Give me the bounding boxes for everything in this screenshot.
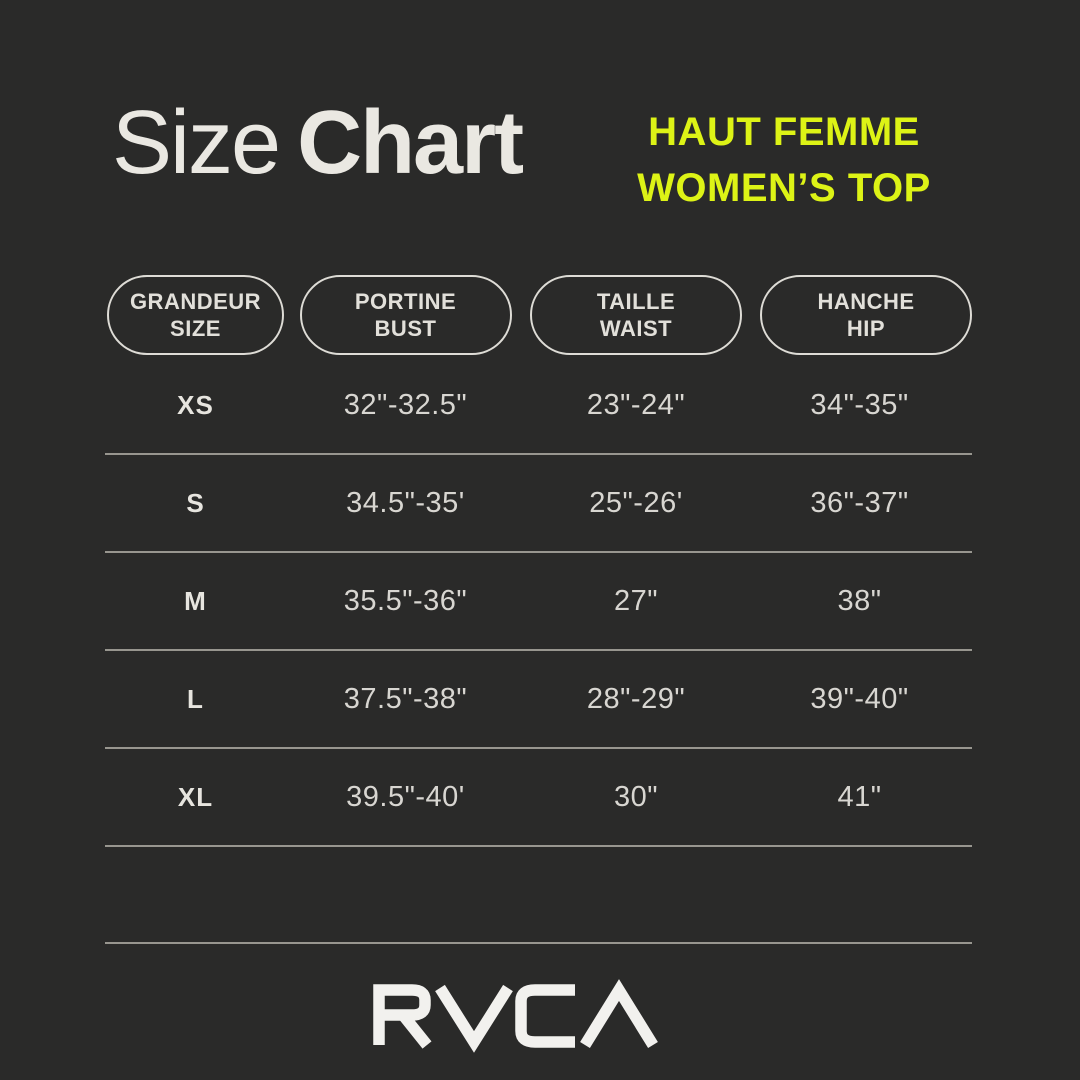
page-title [112,93,523,193]
waist-cell: 25"-26' [589,486,683,519]
hip-cell: 39"-40" [810,682,909,715]
hip-cell: 36"-37" [810,486,909,519]
rvca-logo [372,984,655,1045]
size-cell: L [187,683,204,714]
size-cell: S [186,487,205,518]
bust-cell: 39.5"-40' [346,780,465,813]
page-title-regular: Size [112,93,280,193]
size-cell: XS [177,389,214,420]
column-header-bust [300,275,512,355]
rvca-logo-icon [372,984,655,1045]
header-label: GRANDEUR [129,289,262,314]
header-label: HANCHE [817,289,915,314]
subtitle-line-english: WOMEN’S TOP [637,166,931,210]
header-label: TAILLE [596,289,676,314]
size-cell: M [184,585,207,616]
table-row [105,651,972,749]
hip-cell: 34"-35" [810,388,909,421]
size-table [105,357,972,944]
subtitle-line-french: HAUT FEMME [648,110,920,154]
header-label: PORTINE [354,289,457,314]
hip-cell: 38" [837,584,882,617]
column-header-size [107,275,284,355]
hip-cell: 41" [837,780,882,813]
bust-cell: 32"-32.5" [343,388,468,421]
bust-cell: 37.5"-38" [343,682,468,715]
subtitle [606,104,962,216]
table-spacer-row [105,847,972,944]
header-label: WAIST [599,316,673,341]
header-label: HIP [846,316,886,341]
size-cell: XL [177,781,214,812]
header-label: SIZE [170,316,221,341]
header-label: BUST [374,316,437,341]
table-row [105,553,972,651]
bust-cell: 34.5"-35' [346,486,465,519]
column-header-hip [760,275,972,355]
waist-cell: 23"-24" [586,388,686,421]
bust-cell: 35.5"-36" [343,584,468,617]
column-headers [105,275,972,355]
table-row [105,455,972,553]
page-title-bold: Chart [297,93,523,193]
table-row [105,357,972,455]
table-row [105,749,972,847]
waist-cell: 27" [613,584,659,617]
column-header-waist [530,275,742,355]
waist-cell: 30" [613,780,659,813]
waist-cell: 28"-29" [586,682,686,715]
